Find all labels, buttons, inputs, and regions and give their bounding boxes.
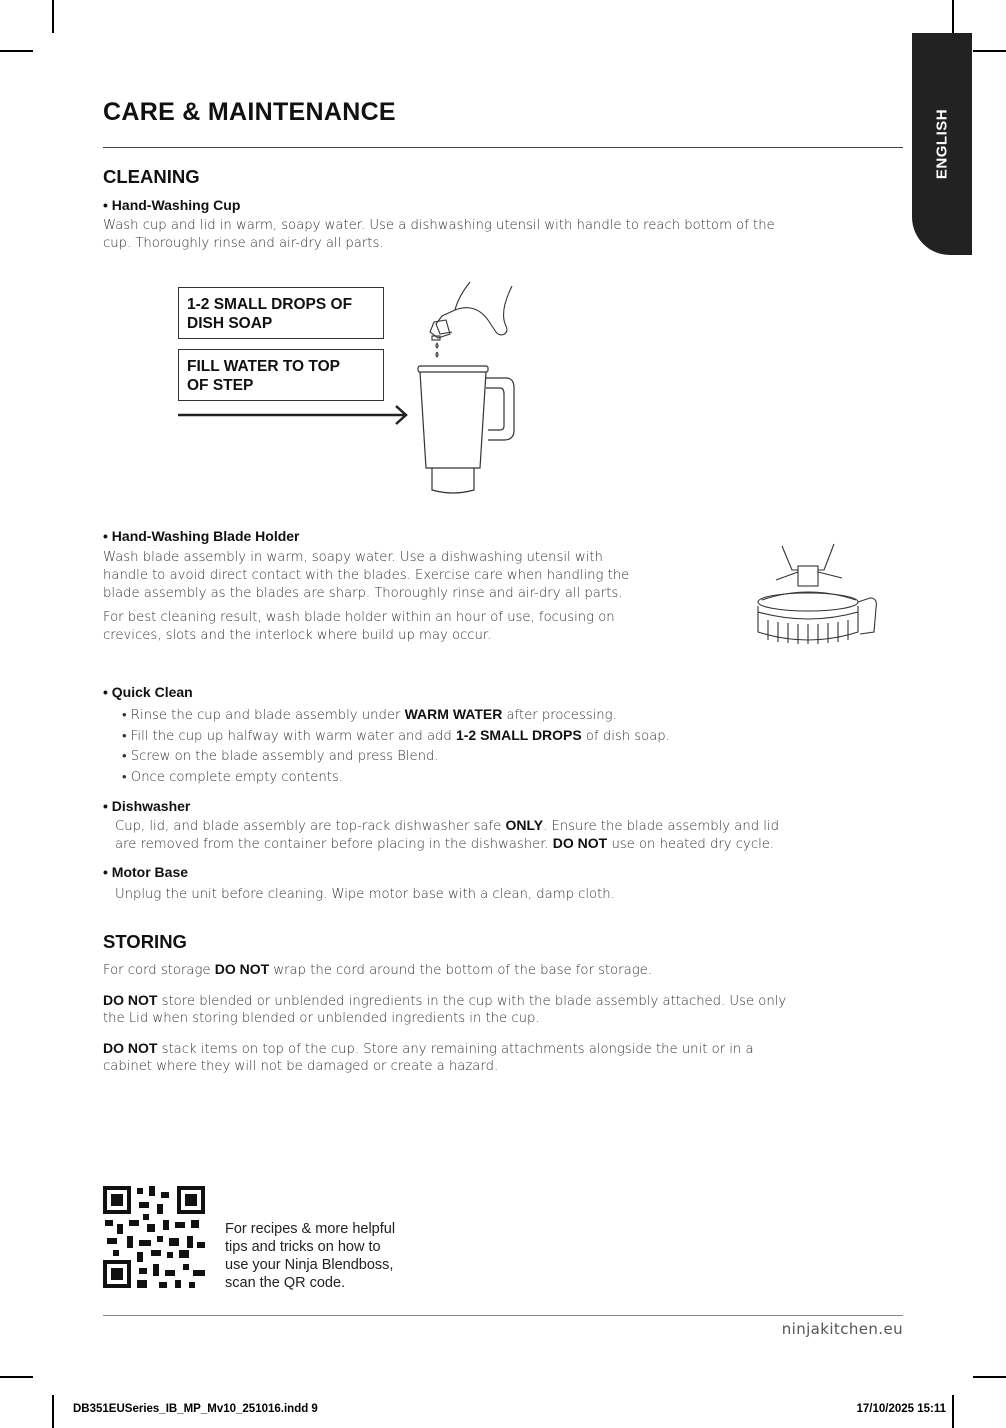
blade-holder-text: handle to avoid direct contact with the blades. Exercise care when handling the <box>103 568 630 583</box>
blade-holder-text: For best cleaning result, wash blade holder within an hour of use, focusing on <box>103 610 615 625</box>
qr-code-icon <box>103 1186 205 1288</box>
qr-caption-line: use your Ninja Blendboss, <box>225 1257 394 1273</box>
dishwasher-heading: • Dishwasher <box>103 798 191 814</box>
crop-mark <box>52 0 54 33</box>
storing-text: DO NOT store blended or unblended ingredients in the cup with the blade assembly attached. Use only <box>103 992 787 1009</box>
tumbler-cup-icon <box>418 366 514 493</box>
website-link[interactable]: ninjakitchen.eu <box>781 1320 903 1338</box>
blade-holder-text: crevices, slots and the interlock where build up may occur. <box>103 628 492 643</box>
storing-text: the Lid when storing blended or unblended ingredients in the cup. <box>103 1011 540 1026</box>
file-info: DB351EUSeries_IB_MP_Mv10_251016.indd 9 <box>73 1403 318 1415</box>
qr-caption <box>225 1220 395 1292</box>
callout-line: DISH SOAP <box>187 315 273 332</box>
crop-mark <box>973 1376 1006 1378</box>
callout-line: FILL WATER TO TOP <box>187 358 340 375</box>
language-tab-label: ENGLISH <box>933 108 951 180</box>
storing-text: cabinet where they will not be damaged or create a hazard. <box>103 1059 499 1074</box>
crop-mark <box>52 1395 54 1428</box>
blade-holder-text: blade assembly as the blades are sharp. Thoroughly rinse and air-dry all parts. <box>103 586 623 601</box>
quick-clean-step: • Rinse the cup and blade assembly under WARM WATER after processing. <box>122 706 617 723</box>
hand-washing-cup-text-2: cup. Thoroughly rinse and air-dry all parts. <box>103 236 384 251</box>
crop-mark <box>0 50 33 52</box>
dishwasher-text: are removed from the container before placing in the dishwasher. DO NOT use on heated dry cycle. <box>115 835 775 852</box>
page-title: CARE & MAINTENANCE <box>103 98 396 126</box>
storing-heading: STORING <box>103 931 187 952</box>
print-timestamp: 17/10/2025 15:11 <box>856 1403 946 1415</box>
qr-caption-line: For recipes & more helpful <box>225 1221 396 1237</box>
quick-clean-step: • Screw on the blade assembly and press Blend. <box>122 749 439 764</box>
quick-clean-heading: • Quick Clean <box>103 684 193 700</box>
crop-mark <box>0 1376 33 1378</box>
dishwasher-text: Cup, lid, and blade assembly are top-rack dishwasher safe ONLY. Ensure the blade assembly and lid <box>115 817 779 834</box>
storing-text: For cord storage DO NOT wrap the cord around the bottom of the base for storage. <box>103 961 652 978</box>
cleaning-heading: CLEANING <box>103 166 200 187</box>
quick-clean-step: • Fill the cup up halfway with warm water and add 1-2 SMALL DROPS of dish soap. <box>122 727 670 744</box>
storing-text: DO NOT stack items on top of the cup. Store any remaining attachments alongside the unit or in a <box>103 1040 754 1057</box>
quick-clean-step: • Once complete empty contents. <box>122 770 343 785</box>
crop-mark <box>952 0 954 33</box>
qr-caption-line: tips and tricks on how to <box>225 1239 381 1255</box>
hand-washing-cup-heading: • Hand-Washing Cup <box>103 197 241 213</box>
qr-caption-line: scan the QR code. <box>225 1275 346 1291</box>
callout-line: OF STEP <box>187 377 254 394</box>
blade-assembly-icon <box>752 540 887 650</box>
motor-base-text: Unplug the unit before cleaning. Wipe motor base with a clean, damp cloth. <box>115 887 615 902</box>
footer-divider <box>103 1315 903 1316</box>
language-tab <box>912 33 972 255</box>
crop-mark <box>973 50 1006 52</box>
arrow-right-icon <box>178 406 406 424</box>
hand-soap-bottle-icon <box>430 282 512 357</box>
hand-washing-cup-text-1: Wash cup and lid in warm, soapy water. Use a dishwashing utensil with handle to reach bottom of the <box>103 218 775 233</box>
crop-mark <box>952 1395 954 1428</box>
title-divider <box>103 147 903 148</box>
cup-washing-illustration <box>170 280 550 500</box>
blade-holder-heading: • Hand-Washing Blade Holder <box>103 528 300 544</box>
motor-base-heading: • Motor Base <box>103 864 189 880</box>
callout-line: 1-2 SMALL DROPS OF <box>187 296 353 313</box>
blade-holder-text: Wash blade assembly in warm, soapy water. Use a dishwashing utensil with <box>103 550 603 565</box>
